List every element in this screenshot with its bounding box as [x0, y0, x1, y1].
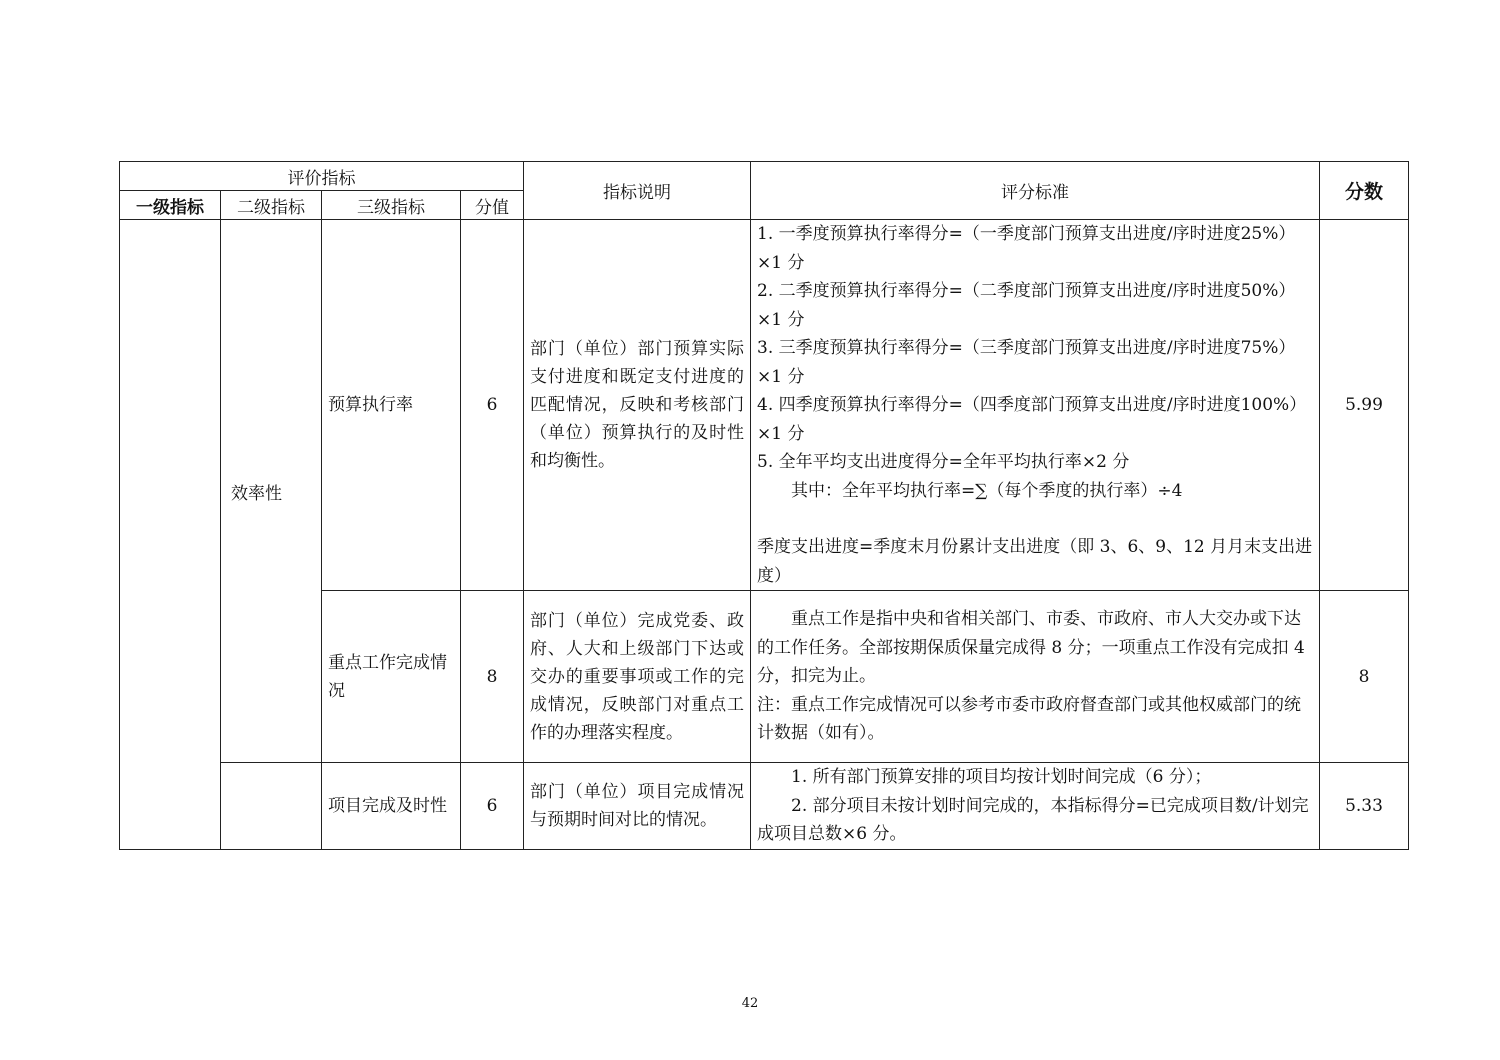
indicator-cell: 重点工作完成情况 [322, 591, 461, 763]
criteria-line: 1. 一季度预算执行率得分=（一季度部门预算支出进度/序时进度25%）×1 分 [757, 224, 1296, 273]
weight-cell: 6 [461, 763, 524, 850]
criteria-line: 4. 四季度预算执行率得分=（四季度部门预算支出进度/序时进度100%）×1 分 [757, 395, 1307, 444]
table-row [120, 763, 1409, 850]
description-cell: 部门（单位）项目完成情况与预期时间对比的情况。 [524, 763, 751, 850]
level2-cell: 效率性 [221, 220, 322, 763]
table-row [120, 220, 1409, 591]
page-number: 42 [741, 996, 759, 1011]
criteria-cell [751, 591, 1320, 763]
criteria-line: 2. 部分项目未按计划时间完成的，本指标得分=已完成项目数/计划完成项目总数×6 分。 [757, 795, 1309, 844]
header-score: 分数 [1320, 162, 1409, 220]
level1-cell [120, 220, 221, 850]
level2-empty-cell [221, 763, 322, 850]
criteria-cell [751, 220, 1320, 591]
header-criteria: 评分标准 [751, 162, 1320, 220]
description-cell: 部门（单位）完成党委、政府、人大和上级部门下达或交办的重要事项或工作的完成情况，反映部门对重点工作的办理落实程度。 [524, 591, 751, 763]
description-cell: 部门（单位）部门预算实际支付进度和既定支付进度的匹配情况，反映和考核部门（单位）预算执行的及时性和均衡性。 [524, 220, 751, 591]
header-description: 指标说明 [524, 162, 751, 220]
indicator-cell: 项目完成及时性 [322, 763, 461, 850]
criteria-line: 其中：全年平均执行率=∑（每个季度的执行率）÷4 [791, 480, 1183, 501]
criteria-line: 5. 全年平均支出进度得分=全年平均执行率×2 分 [757, 452, 1130, 472]
header-level2: 二级指标 [221, 191, 322, 220]
header-level1: 一级指标 [120, 191, 221, 220]
criteria-line: 1. 所有部门预算安排的项目均按计划时间完成（6 分）； [791, 767, 1212, 787]
score-cell: 5.99 [1320, 220, 1409, 591]
criteria-line: 2. 二季度预算执行率得分=（二季度部门预算支出进度/序时进度50%）×1 分 [757, 281, 1296, 330]
header-group: 评价指标 [120, 162, 524, 191]
blank-line [757, 505, 1313, 533]
criteria-line: 注：重点工作完成情况可以参考市委市政府督查部门或其他权威部门的统计数据（如有）。 [757, 694, 1301, 744]
header-level3: 三级指标 [322, 191, 461, 220]
score-cell: 5.33 [1320, 763, 1409, 850]
indicator-cell: 预算执行率 [322, 220, 461, 591]
criteria-line: 3. 三季度预算执行率得分=（三季度部门预算支出进度/序时进度75%）×1 分 [757, 338, 1296, 387]
criteria-line: 重点工作是指中央和省相关部门、市委、市政府、市人大交办或下达的工作任务。全部按期保质保量完成得 8 分；一项重点工作没有完成扣 4 分，扣完为止。 [757, 609, 1305, 687]
weight-cell: 6 [461, 220, 524, 591]
criteria-cell [751, 763, 1320, 850]
evaluation-table [119, 161, 1409, 850]
criteria-line: 季度支出进度=季度末月份累计支出进度（即 3、6、9、12 月月末支出进度） [757, 537, 1313, 586]
score-cell: 8 [1320, 591, 1409, 763]
weight-cell: 8 [461, 591, 524, 763]
header-weight: 分值 [461, 191, 524, 220]
